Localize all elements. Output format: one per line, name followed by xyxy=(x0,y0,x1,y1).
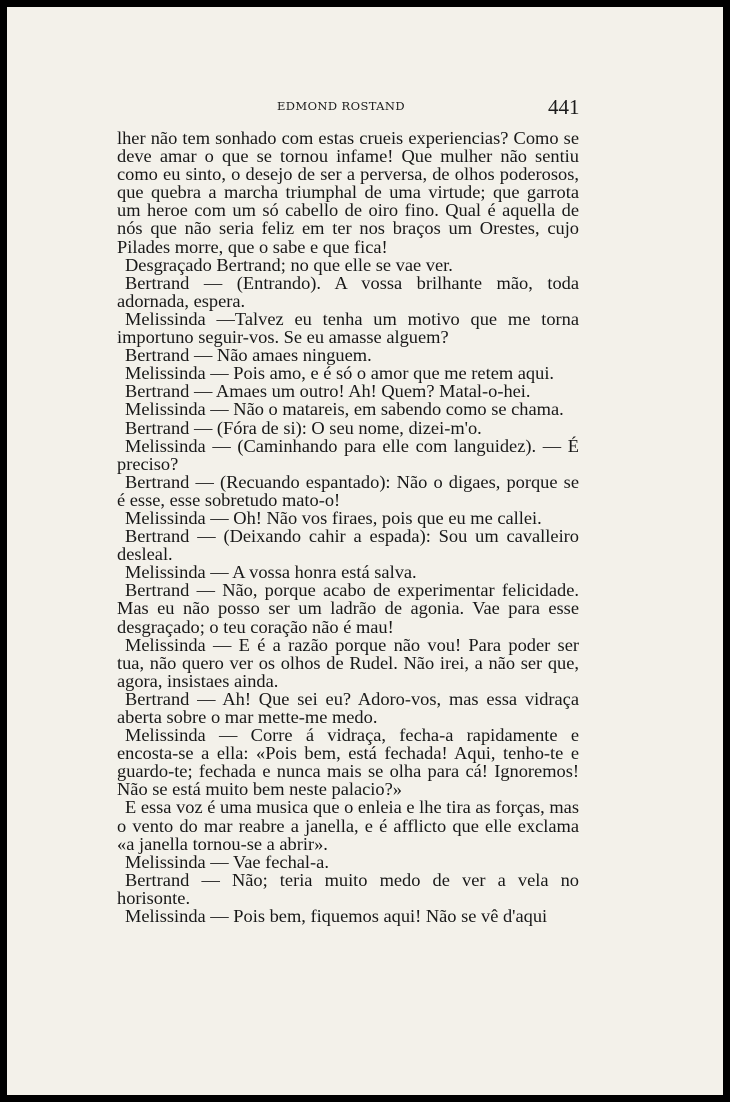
paragraph: Melissinda — Corre á vidraça, fecha-a rapidamente e encosta-se a ella: «Pois bem, está fechada! Aqui, tenho-te e guardo-te; fechada e nunca mais se olha para cá! Ignoremos! Não se está muito bem neste palacio?» xyxy=(117,725,579,800)
paragraph: Melissinda — E é a razão porque não vou! Para poder ser tua, não quero ver os olhos de Rudel. Não irei, a não ser que, agora, insistaes ainda. xyxy=(117,634,579,691)
paragraph: Melissinda — Pois bem, fiquemos aqui! Não se vê d'aqui xyxy=(125,906,548,927)
paragraph: Bertrand — Não amaes ninguem. xyxy=(125,345,372,366)
page-number: 441 xyxy=(548,95,580,119)
paragraph: Melissinda — Vae fechal-a. xyxy=(125,851,329,872)
paragraph: Bertrand — Amaes um outro! Ah! Quem? Matal-o-hei. xyxy=(125,381,531,402)
paragraph: Bertrand — Não, porque acabo de experimentar felicidade. Mas eu não posso ser um ladrão de agonia. Vae para esse desgraçado; o teu coração não é mau! xyxy=(117,580,579,637)
paragraph: Bertrand — Ah! Que sei eu? Adoro-vos, mas essa vidraça aberta sobre o mar mette-me medo. xyxy=(117,688,579,727)
paragraph: Bertrand — (Recuando espantado): Não o digaes, porque se é esse, esse sobretudo mato-o! xyxy=(117,471,579,510)
paragraph: Melissinda — (Caminhando para elle com languidez). — É preciso? xyxy=(117,435,579,474)
paragraph: Melissinda — Oh! Não vos firaes, pois que eu me callei. xyxy=(125,507,542,528)
paragraph: Melissinda — Pois amo, e é só o amor que me retem aqui. xyxy=(125,363,555,384)
paragraph: Bertrand — (Entrando). A vossa brilhante mão, toda adornada, espera. xyxy=(117,272,579,311)
book-page xyxy=(7,7,723,1095)
paragraph: lher não tem sonhado com estas crueis experiencias? Como se deve amar o que se tornou infame! Que mulher não sentiu como eu sinto, o desejo de ser a perversa, de olhos poderosos, que quebra a marcha triumphal de uma virtude; que garrota um heroe com um só cabello de oiro fino. Qual é aquella de nós que não seria feliz em ter nos braços um Orestes, cujo Pilades morre, que o sabe e que fica! xyxy=(117,128,579,257)
paragraph: Melissinda — A vossa honra está salva. xyxy=(125,562,417,583)
paragraph: E essa voz é uma musica que o enleia e lhe tira as forças, mas o vento do mar reabre a janella, e é afflicto que elle exclama «a janella tornou-se a abrir». xyxy=(117,797,579,854)
paragraph: Desgraçado Bertrand; no que elle se vae ver. xyxy=(125,254,453,275)
paragraph: Melissinda — Não o matareis, em sabendo como se chama. xyxy=(125,399,564,420)
paragraph: Bertrand — (Fóra de si): O seu nome, dizei-m'o. xyxy=(125,417,482,438)
paragraph: Melissinda —Talvez eu tenha um motivo que me torna importuno seguir-vos. Se eu amasse alguem? xyxy=(117,308,579,348)
page-header xyxy=(7,95,723,125)
body-text xyxy=(117,129,579,925)
paragraph: Bertrand — (Deixando cahir a espada): Sou um cavalleiro desleal. xyxy=(117,526,579,565)
paragraph: Bertrand — Não; teria muito medo de ver a vela no horisonte. xyxy=(117,869,579,908)
running-head: EDMOND ROSTAND xyxy=(277,99,405,113)
